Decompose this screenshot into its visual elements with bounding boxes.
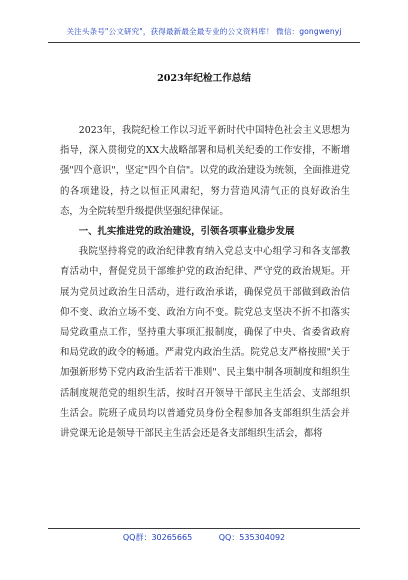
- header-notice: 关注头条号"公文研究"，获得最新最全最专业的公文资料库！ 微信：gongwenyj: [66, 27, 342, 36]
- intro-paragraph: 2023年，我院纪检工作以习近平新时代中国特色社会主义思想为指导，深入贯彻党的XX大战略部署和局机关纪委的工作安排，不断增强"四个意识"，坚定"四个自信"。以党的政治建设为统领，全面推进党的各项建设，持之以恒正风肃纪，努力营造风清气正的良好政治生态，为全院转型升级提供坚强纪律保证。: [60, 125, 350, 217]
- section-paragraph: 我院坚持将党的政治纪律教育纳入党总支中心组学习和各支部教育活动中，督促党员干部维护党的政治纪律、严守党的政治规矩。开展为党员过政治生日活动，进行政治承诺，确保党员干部做到政治信仰不变、政治立场不变、政治方向不变。院党总支坚决不折不扣落实局党政重点工作，坚持重大事项汇报制度，确保了中央、省委省政府和局党政的政令的畅通。严肃党内政治生活。院党总支严格按照"关于加强新形势下党内政治生活若干准则"、民主集中制各项制度和组织生活制度规范党的组织生活，按时召开领导干部民主生活会、支部组织生活会。院班子成员均以普通党员身份全程参加各支部组织生活会并讲党课无论是领导干部民主生活会还是各支部组织生活会，都将: [60, 246, 350, 440]
- document-title: 2023年纪检工作总结: [157, 73, 251, 84]
- footer-divider: [48, 528, 360, 529]
- footer-contacts: [0, 532, 408, 543]
- document-body: [60, 121, 350, 444]
- header-divider: [48, 42, 360, 43]
- qq-group: QQ群：30265665: [122, 533, 193, 542]
- section-heading: 一、扎实推进党的政治建设，引领各项事业稳步发展: [78, 226, 295, 238]
- qq-number: QQ：535304092: [218, 533, 286, 542]
